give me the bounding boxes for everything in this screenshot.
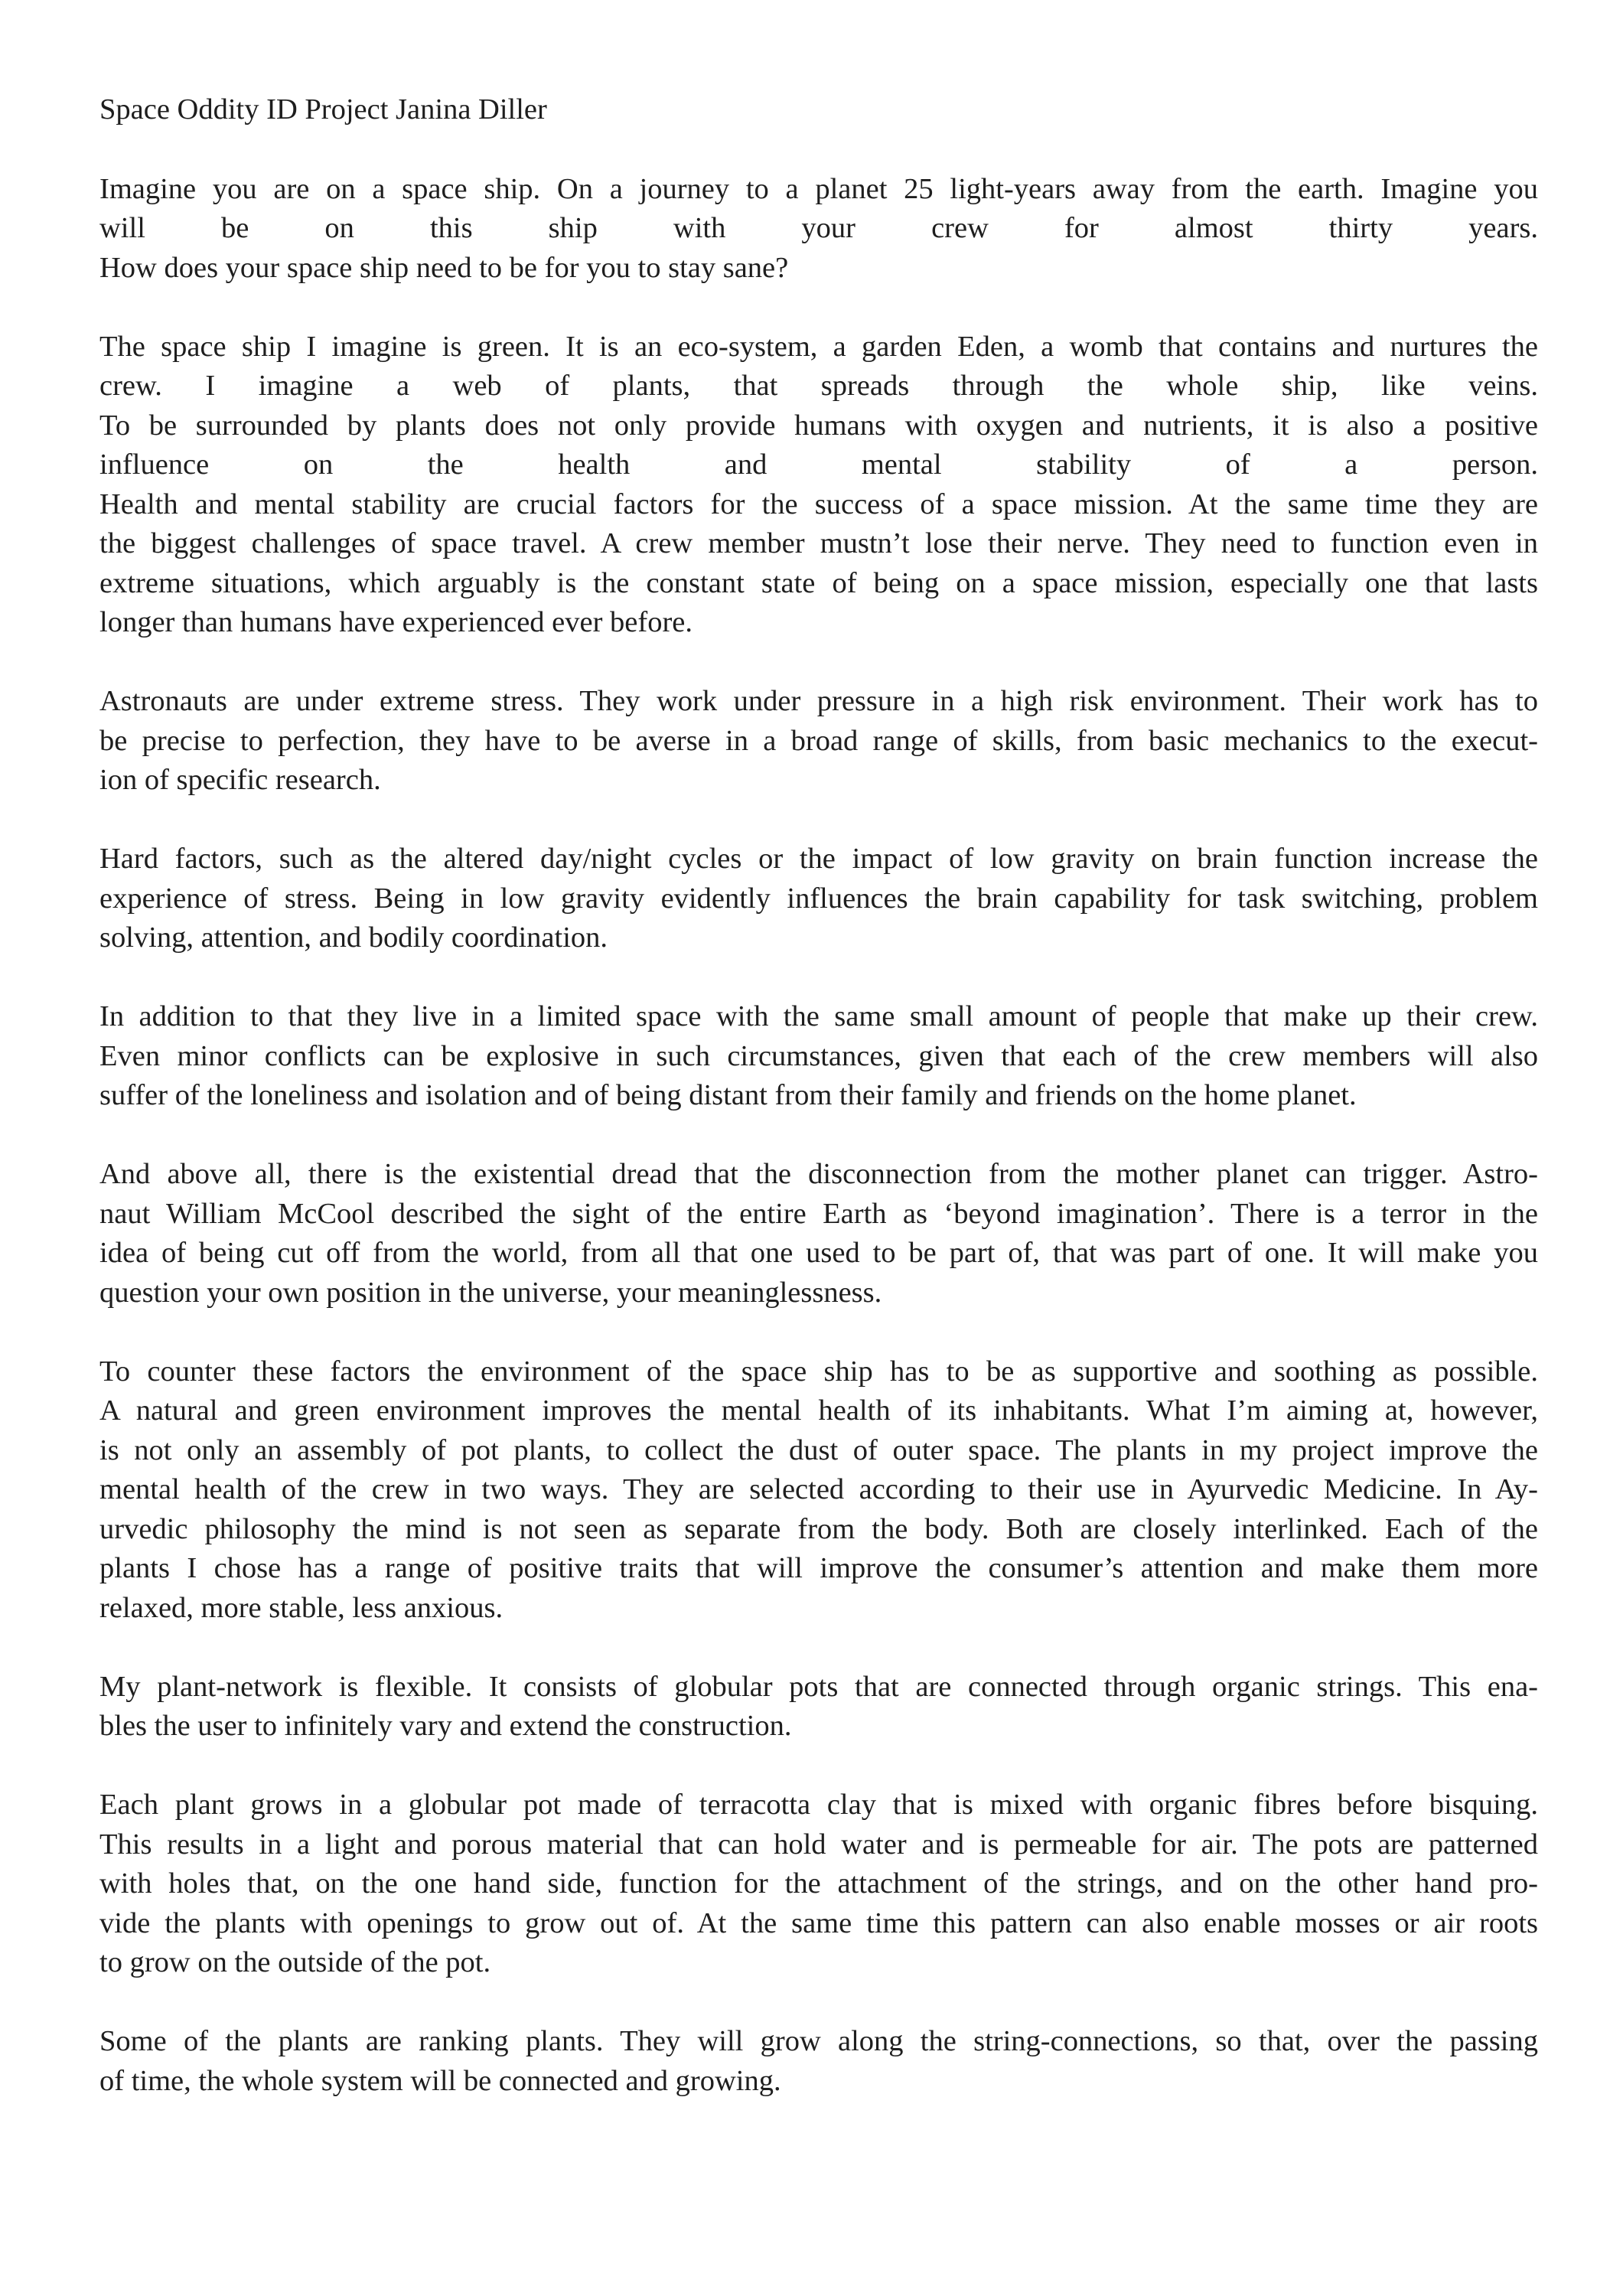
text-line: My plant-network is flexible. It consists of globular pots that are connected through organic strings. This ena- (99, 1670, 1538, 1703)
text-line: To be surrounded by plants does not only provide humans with oxygen and nutrients, it is also a positive (99, 409, 1538, 442)
text-line: ion of specific research. (99, 764, 381, 796)
document-body (99, 170, 1538, 2102)
text-line: relaxed, more stable, less anxious. (99, 1591, 504, 1624)
text-line: Astronauts are under extreme stress. They work under pressure in a high risk environment. Their work has to (99, 685, 1538, 717)
paragraph (99, 328, 1538, 643)
text-line: experience of stress. Being in low gravity evidently influences the brain capability for task switching, problem (99, 882, 1538, 915)
text-line: is not only an assembly of pot plants, to collect the dust of outer space. The plants in my project improve the (99, 1433, 1538, 1466)
text-line: crew. I imagine a web of plants, that spreads through the whole ship, like veins. (99, 370, 1538, 402)
text-line: And above all, there is the existential dread that the disconnection from the mother planet can trigger. Astro- (99, 1158, 1538, 1190)
text-line: How does your space ship need to be for you to stay sane? (99, 251, 789, 284)
text-line: vide the plants with openings to grow out of. At the same time this pattern can also enable mosses or air roots (99, 1906, 1538, 1939)
text-line: Imagine you are on a space ship. On a journey to a planet 25 light-years away from the earth. Imagine you (99, 172, 1538, 205)
text-line: solving, attention, and bodily coordination. (99, 921, 608, 954)
text-line: longer than humans have experienced ever before. (99, 606, 693, 638)
text-line: influence on the health and mental stability of a person. (99, 448, 1538, 481)
text-line: question your own position in the universe, your meaninglessness. (99, 1276, 882, 1309)
paragraph (99, 1668, 1538, 1746)
text-line: The space ship I imagine is green. It is an eco-system, a garden Eden, a womb that contains and nurtures the (99, 330, 1538, 363)
text-line: with holes that, on the one hand side, function for the attachment of the strings, and on the other hand pro- (99, 1867, 1538, 1900)
paragraph (99, 997, 1538, 1116)
text-line: To counter these factors the environment of the space ship has to be as supportive and soothing as possible. (99, 1355, 1538, 1388)
document-page (99, 90, 1538, 2141)
paragraph (99, 1155, 1538, 1313)
text-line: This results in a light and porous material that can hold water and is permeable for air. The pots are patterned (99, 1828, 1538, 1861)
paragraph (99, 1352, 1538, 1629)
document-heading: Space Oddity ID Project Janina Diller (99, 93, 547, 126)
text-line: urvedic philosophy the mind is not seen as separate from the body. Both are closely interlinked. Each of the (99, 1512, 1538, 1545)
text-line: Health and mental stability are crucial factors for the success of a space mission. At the same time they are (99, 488, 1538, 520)
text-line: idea of being cut off from the world, from all that one used to be part of, that was part of one. It will make you (99, 1237, 1538, 1269)
text-line: be precise to perfection, they have to be averse in a broad range of skills, from basic mechanics to the execut- (99, 724, 1538, 757)
text-line: to grow on the outside of the pot. (99, 1946, 491, 1978)
text-line: naut William McCool described the sight of the entire Earth as ‘beyond imagination’. There is a terror in the (99, 1197, 1538, 1230)
text-line: extreme situations, which arguably is the constant state of being on a space mission, especially one that lasts (99, 566, 1538, 599)
text-line: Even minor conflicts can be explosive in such circumstances, given that each of the crew members will also (99, 1039, 1538, 1072)
paragraph (99, 682, 1538, 801)
text-line: bles the user to infinitely vary and extend the construction. (99, 1710, 792, 1742)
paragraph (99, 2022, 1538, 2101)
text-line: suffer of the loneliness and isolation and of being distant from their family and friends on the home planet. (99, 1079, 1357, 1111)
text-line: of time, the whole system will be connected and growing. (99, 2064, 781, 2097)
text-line: the biggest challenges of space travel. A crew member mustn’t lose their nerve. They need to function even in (99, 527, 1538, 559)
text-line: mental health of the crew in two ways. They are selected according to their use in Ayurvedic Medicine. In Ay- (99, 1473, 1538, 1505)
text-line: will be on this ship with your crew for almost thirty years. (99, 212, 1538, 244)
text-line: plants I chose has a range of positive traits that will improve the consumer’s attention and make them more (99, 1552, 1538, 1584)
paragraph (99, 170, 1538, 289)
text-line: Some of the plants are ranking plants. They will grow along the string-connections, so that, over the passing (99, 2025, 1538, 2057)
paragraph (99, 840, 1538, 958)
text-line: A natural and green environment improves the mental health of its inhabitants. What I’m aiming at, however, (99, 1394, 1538, 1427)
text-line: Hard factors, such as the altered day/night cycles or the impact of low gravity on brain function increase the (99, 843, 1538, 875)
text-line: Each plant grows in a globular pot made of terracotta clay that is mixed with organic fibres before bisquing. (99, 1789, 1538, 1821)
text-line: In addition to that they live in a limited space with the same small amount of people that make up their crew. (99, 1000, 1538, 1032)
paragraph (99, 1786, 1538, 1983)
